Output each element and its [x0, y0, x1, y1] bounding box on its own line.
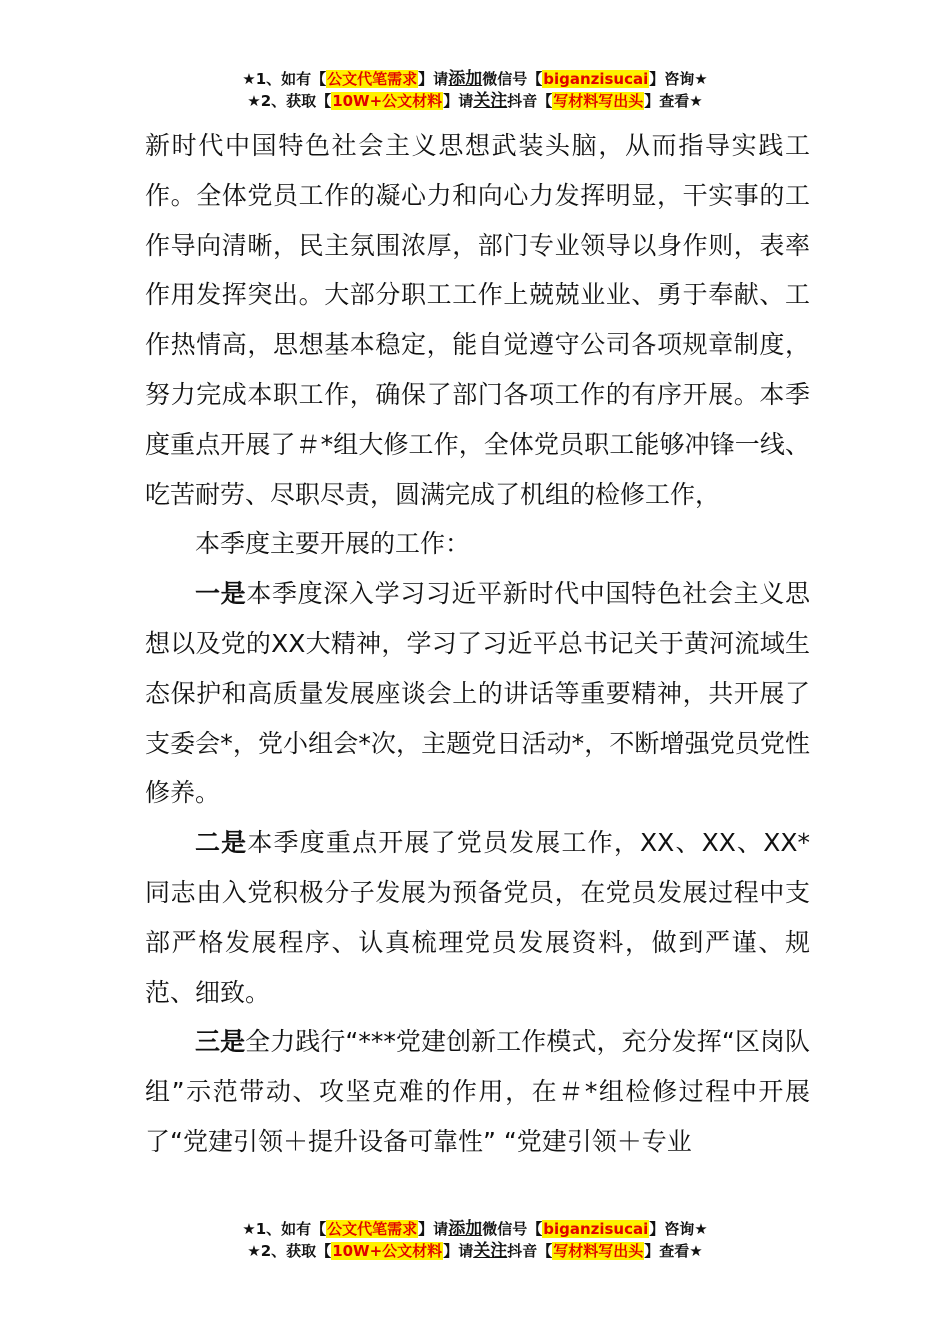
promo-text: 微信号【 — [482, 1220, 543, 1238]
promo-text: 】咨询★ — [649, 70, 708, 88]
item-lead: 三是 — [195, 1027, 246, 1057]
promo-highlight: 公文代笔需求 — [327, 70, 418, 88]
item-text: 本季度重点开展了党员发展工作，XX、XX、XX*同志由入党积极分子发展为预备党员，在党员发展过程中支部严格发展程序、认真梳理党员发展资料，做到严谨、规范、细致。 — [145, 828, 810, 1007]
promo-line-2 — [0, 1240, 950, 1262]
promo-underlined: 添加 — [448, 1219, 483, 1239]
promo-text: 微信号【 — [482, 70, 543, 88]
paragraph-work-intro: 本季度主要开展的工作： — [195, 529, 471, 559]
promo-text: 】查看★ — [644, 1242, 703, 1260]
promo-text: 】请 — [443, 1242, 474, 1260]
promo-text: ★1、如有【 — [242, 70, 327, 88]
item-lead: 二是 — [195, 828, 248, 858]
promo-line-2 — [0, 90, 950, 112]
promo-text: ★2、获取【 — [247, 1242, 332, 1260]
promo-text: 】请 — [443, 92, 474, 110]
promo-text: ★1、如有【 — [242, 1220, 327, 1238]
promo-text: 】请 — [418, 70, 449, 88]
promo-text: 抖音【 — [507, 1242, 553, 1260]
promo-banner-bottom — [0, 1218, 950, 1262]
promo-underlined: 关注 — [473, 1241, 508, 1261]
document-body — [145, 121, 810, 1167]
paragraph-item-3 — [145, 1017, 810, 1166]
promo-underlined: 关注 — [473, 91, 508, 111]
wechat-id-highlight: biganzisucai — [543, 1220, 649, 1238]
promo-banner-top — [0, 68, 950, 112]
douyin-id-highlight: 写材料写出头 — [553, 92, 644, 110]
promo-text: 】查看★ — [644, 92, 703, 110]
paragraph-summary: 新时代中国特色社会主义思想武装头脑，从而指导实践工作。全体党员工作的凝心力和向心力发挥明显，干实事的工作导向清晰，民主氛围浓厚，部门专业领导以身作则，表率作用发挥突出。大部分职工工作上兢兢业业、勇于奉献、工作热情高，思想基本稳定，能自觉遵守公司各项规章制度，努力完成本职工作，确保了部门各项工作的有序开展。本季度重点开展了＃*组大修工作，全体党员职工能够冲锋一线、吃苦耐劳、尽职尽责，圆满完成了机组的检修工作， — [145, 131, 810, 509]
promo-highlight: 10W+公文材料 — [332, 92, 443, 110]
item-lead: 一是 — [195, 579, 247, 609]
douyin-id-highlight: 写材料写出头 — [553, 1242, 644, 1260]
promo-text: ★2、获取【 — [247, 92, 332, 110]
promo-text: 】咨询★ — [649, 1220, 708, 1238]
promo-line-1 — [0, 68, 950, 90]
promo-underlined: 添加 — [448, 69, 483, 89]
wechat-id-highlight: biganzisucai — [543, 70, 649, 88]
paragraph-item-1 — [145, 569, 810, 818]
item-text: 本季度深入学习习近平新时代中国特色社会主义思想以及党的XX大精神，学习了习近平总书记关于黄河流域生态保护和高质量发展座谈会上的讲话等重要精神，共开展了支委会*，党小组会*次，主题党日活动*，不断增强党员党性修养。 — [145, 579, 810, 808]
item-text: 全力践行“***党建创新工作模式，充分发挥“区岗队组”示范带动、攻坚克难的作用，在＃*组检修过程中开展了“党建引领＋提升设备可靠性” “党建引领＋专业 — [145, 1027, 810, 1156]
promo-highlight: 10W+公文材料 — [332, 1242, 443, 1260]
promo-text: 抖音【 — [507, 92, 553, 110]
promo-highlight: 公文代笔需求 — [327, 1220, 418, 1238]
promo-text: 】请 — [418, 1220, 449, 1238]
promo-line-1 — [0, 1218, 950, 1240]
paragraph-item-2 — [145, 818, 810, 1017]
